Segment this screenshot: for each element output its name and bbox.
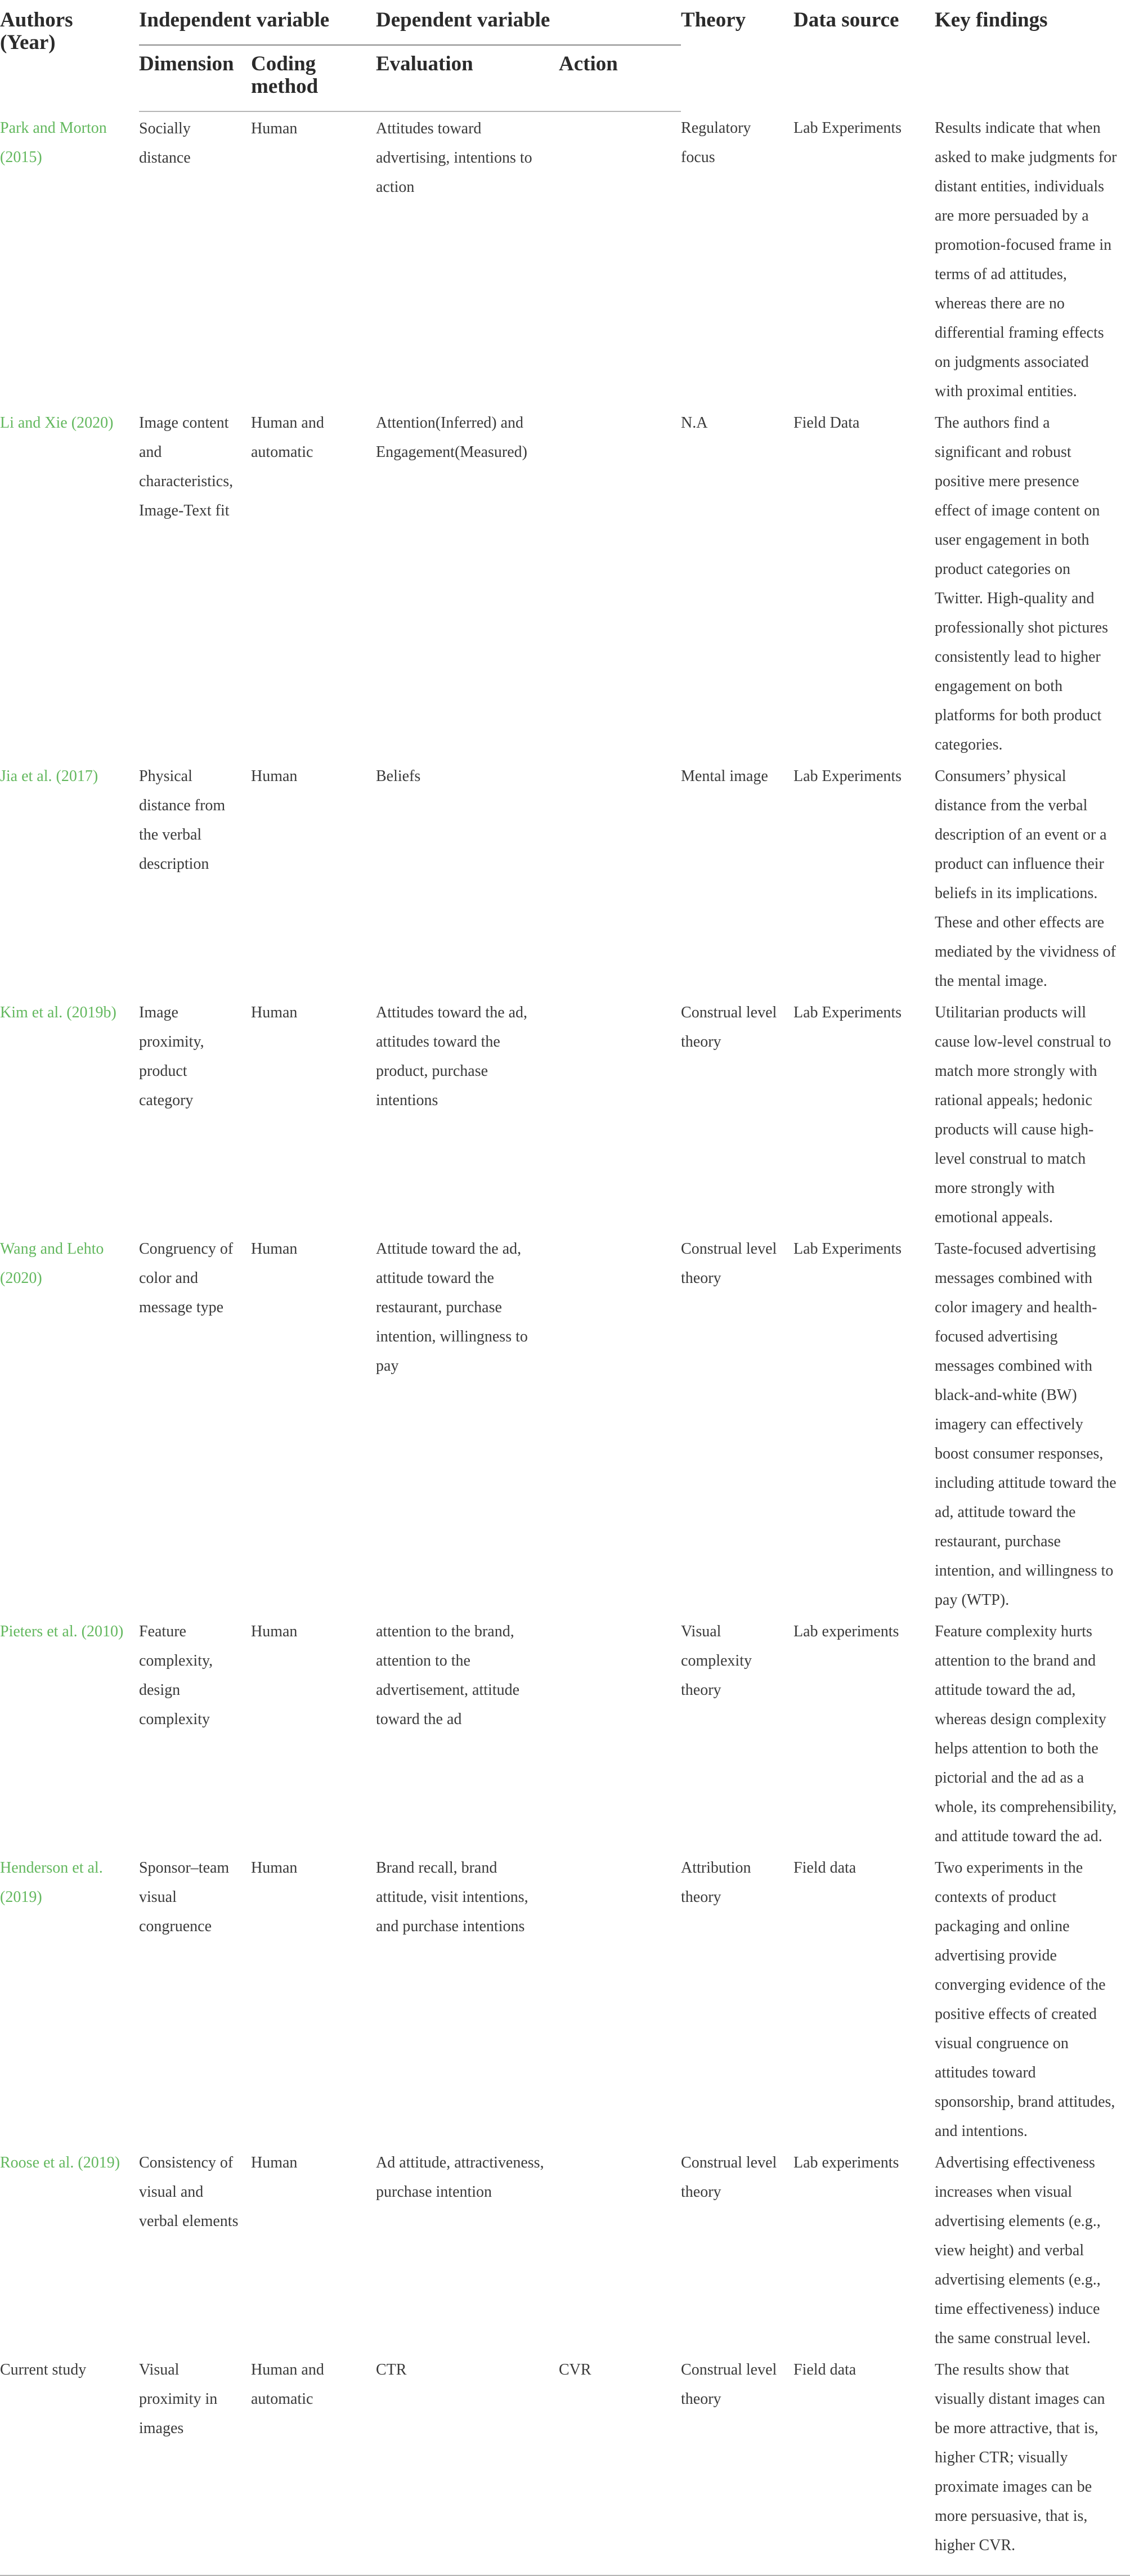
- cell-evaluation: Ad attitude, attractiveness, purchase intention: [376, 2154, 544, 2201]
- cell-key-findings: Results indicate that when asked to make judgments for distant entities, individuals are more persuaded by a promotion-focused frame in terms of ad attitudes, whereas there are no differential framing effects on judgments associated with proximal entities.: [935, 119, 1117, 400]
- cell-theory: Construal level theory: [681, 2353, 793, 2575]
- cell-action: [559, 406, 681, 760]
- table-row: [0, 996, 1130, 1232]
- cell-dimension: Physical distance from the verbal description: [139, 768, 226, 873]
- table-row: [0, 2353, 1130, 2575]
- cell-data-source: Lab experiments: [793, 1623, 899, 1640]
- cell-dimension: Image content and characteristics, Image-Text fit: [139, 414, 234, 519]
- cell-coding-method: Human: [251, 1004, 298, 1021]
- cell-action: [559, 996, 681, 1232]
- table-row: [0, 1615, 1130, 1851]
- cell-key-findings: Feature complexity hurts attention to the brand and attitude toward the ad, whereas design complexity helps attention to both the pictorial and the ad as a whole, its comprehensibility, and attitude toward the ad.: [935, 1623, 1117, 1845]
- table-row: [0, 1232, 1130, 1615]
- cell-evaluation: attention to the brand, attention to the advertisement, attitude toward the ad: [376, 1623, 520, 1728]
- author-link[interactable]: Kim et al. (2019b): [0, 1004, 116, 1021]
- cell-dimension: Sponsor–team visual congruence: [139, 1859, 230, 1935]
- author-link[interactable]: Henderson et al. (2019): [0, 1859, 103, 1906]
- cell-key-findings: The results show that visually distant images can be more attractive, that is, higher CTR; visually proximate images can be more persuasive, that is, higher CVR.: [935, 2353, 1130, 2575]
- cell-evaluation: CTR: [376, 2353, 559, 2575]
- cell-action: [559, 1851, 681, 2146]
- cell-evaluation: Beliefs: [376, 768, 421, 785]
- cell-theory: N.A: [681, 414, 708, 432]
- cell-coding-method: Human: [251, 768, 298, 785]
- table-row: [0, 406, 1130, 760]
- cell-key-findings: Advertising effectiveness increases when visual advertising elements (e.g., view height) and verbal advertising elements (e.g., time effectiveness) induce the same construal level.: [935, 2154, 1101, 2347]
- cell-key-findings: Taste-focused advertising messages combined with color imagery and health-focused advertising messages combined with black-and-white (BW) imagery can effectively boost consumer responses, including attitude toward the ad, attitude toward the restaurant, purchase intention, and willingness to pay (WTP).: [935, 1240, 1116, 1609]
- cell-theory: Regulatory focus: [681, 119, 751, 166]
- cell-dimension: Visual proximity in images: [139, 2353, 251, 2575]
- cell-theory: Construal level theory: [681, 1240, 777, 1287]
- cell-coding-method: Human and automatic: [251, 2353, 376, 2575]
- header-evaluation: Evaluation: [376, 45, 559, 111]
- cell-action: [559, 111, 681, 406]
- header-theory: Theory: [681, 8, 746, 32]
- header-key-findings: Key findings: [935, 8, 1048, 32]
- header-dependent-variable: Dependent variable: [376, 0, 681, 45]
- cell-action: [559, 2146, 681, 2353]
- author-link[interactable]: Li and Xie (2020): [0, 414, 114, 432]
- cell-data-source: Lab Experiments: [793, 119, 902, 137]
- cell-action: [559, 1615, 681, 1851]
- cell-coding-method: Human: [251, 2154, 298, 2171]
- author-link[interactable]: Roose et al. (2019): [0, 2154, 120, 2171]
- cell-dimension: Image proximity, product category: [139, 1004, 204, 1109]
- cell-key-findings: Utilitarian products will cause low-level construal to match more strongly with rational appeals; hedonic products will cause high-level construal to match more strongly with emotional appeals.: [935, 1004, 1111, 1226]
- author-link[interactable]: Park and Morton (2015): [0, 119, 107, 166]
- cell-data-source: Lab Experiments: [793, 768, 902, 785]
- cell-evaluation: Attitude toward the ad, attitude toward the restaurant, purchase intention, willingness to pay: [376, 1240, 528, 1375]
- cell-coding-method: Human: [251, 1859, 298, 1877]
- header-data-source: Data source: [793, 8, 899, 32]
- cell-key-findings: Consumers’ physical distance from the verbal description of an event or a product can influence their beliefs in its implications. These and other effects are mediated by the vividness of the mental image.: [935, 768, 1116, 990]
- cell-dimension: Congruency of color and message type: [139, 1240, 234, 1316]
- cell-dimension: Consistency of visual and verbal elements: [139, 2154, 239, 2230]
- table-row: [0, 111, 1130, 406]
- author-link[interactable]: Wang and Lehto (2020): [0, 1240, 104, 1287]
- table-row: [0, 2146, 1130, 2353]
- cell-data-source: Field Data: [793, 414, 860, 432]
- header-independent-variable: Independent variable: [139, 0, 376, 45]
- author-link[interactable]: Jia et al. (2017): [0, 768, 98, 785]
- cell-key-findings: The authors find a significant and robust positive mere presence effect of image content on user engagement in both product categories on Twitter. High-quality and professionally shot pictures consistently lead to higher engagement on both platforms for both product categories.: [935, 414, 1108, 753]
- cell-coding-method: Human: [251, 1240, 298, 1258]
- cell-coding-method: Human and automatic: [251, 414, 324, 461]
- author-link[interactable]: Pieters et al. (2010): [0, 1623, 124, 1640]
- cell-evaluation: Attitudes toward advertising, intentions to action: [376, 120, 532, 196]
- header-coding-method: Coding method: [251, 45, 376, 111]
- cell-data-source: Lab experiments: [793, 2154, 899, 2171]
- cell-theory: Construal level theory: [681, 1004, 777, 1051]
- cell-action: [559, 760, 681, 996]
- cell-theory: Attribution theory: [681, 1859, 751, 1906]
- cell-key-findings: Two experiments in the contexts of product packaging and online advertising provide converging evidence of the positive effects of created visual congruence on attitudes toward sponsorship, brand attitudes, and intentions.: [935, 1859, 1115, 2140]
- cell-theory: Construal level theory: [681, 2154, 777, 2201]
- cell-action: [559, 1232, 681, 1615]
- cell-action: CVR: [559, 2353, 681, 2575]
- cell-coding-method: Human: [251, 120, 298, 137]
- cell-dimension: Socially distance: [139, 120, 191, 167]
- header-action: Action: [559, 45, 681, 111]
- cell-evaluation: Attitudes toward the ad, attitudes toward the product, purchase intentions: [376, 1004, 528, 1109]
- cell-coding-method: Human: [251, 1623, 298, 1640]
- cell-data-source: Field data: [793, 2353, 935, 2575]
- cell-evaluation: Attention(Inferred) and Engagement(Measured): [376, 414, 527, 461]
- cell-dimension: Feature complexity, design complexity: [139, 1623, 213, 1728]
- table-row: [0, 1851, 1130, 2146]
- cell-author: Current study: [0, 2353, 139, 2575]
- cell-data-source: Lab Experiments: [793, 1240, 902, 1258]
- table-row: [0, 760, 1130, 996]
- cell-theory: Mental image: [681, 768, 768, 785]
- cell-data-source: Lab Experiments: [793, 1004, 902, 1021]
- cell-evaluation: Brand recall, brand attitude, visit intentions, and purchase intentions: [376, 1859, 528, 1935]
- cell-theory: Visual complexity theory: [681, 1623, 752, 1699]
- header-authors: Authors (Year): [0, 8, 73, 54]
- cell-data-source: Field data: [793, 1859, 857, 1877]
- header-dimension: Dimension: [139, 45, 251, 111]
